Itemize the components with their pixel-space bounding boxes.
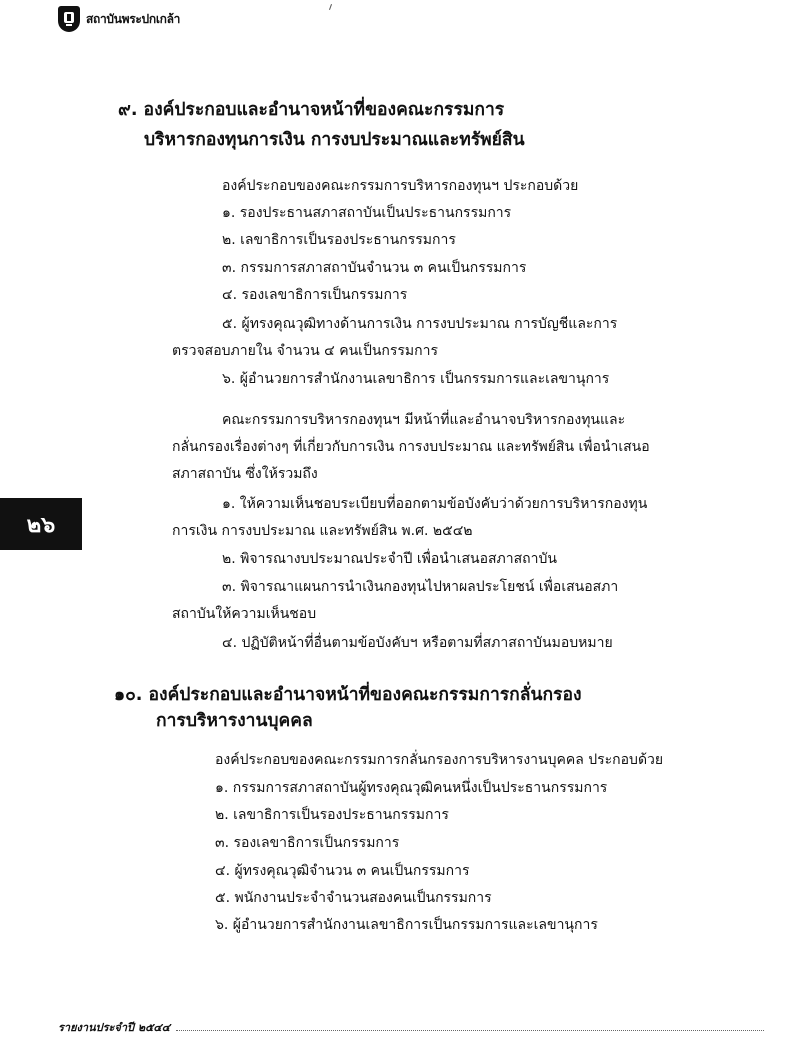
section9-item-5-cont: ตรวจสอบภายใน จำนวน ๔ คนเป็นกรรมการ (172, 343, 439, 359)
section10-item-2: ๒. เลขาธิการเป็นรองประธานกรรมการ (215, 807, 449, 823)
section10-intro: องค์ประกอบของคณะกรรมการกลั่นกรองการบริหารงานบุคคล ประกอบด้วย (215, 752, 664, 768)
section9-duty-3: ๓. พิจารณาแผนการนำเงินกองทุนไปหาผลประโยชน์ เพื่อเสนอสภา (222, 579, 619, 595)
header-logo (58, 6, 180, 32)
section9-item-5: ๕. ผู้ทรงคุณวุฒิทางด้านการเงิน การงบประมาณ การบัญชีและการ (222, 316, 618, 332)
section9-title-line2: บริหารกองทุนการเงิน การงบประมาณและทรัพย์สิน (144, 130, 525, 150)
footer-rule (176, 1030, 764, 1031)
section9-intro: องค์ประกอบของคณะกรรมการบริหารกองทุนฯ ประกอบด้วย (222, 178, 579, 194)
section10-item-1: ๑. กรรมการสภาสถาบันผู้ทรงคุณวุฒิคนหนึ่งเป็นประธานกรรมการ (215, 780, 608, 796)
footer-label: รายงานประจำปี ๒๕๔๔ (58, 1021, 171, 1034)
shield-emblem-icon (58, 6, 80, 32)
section10-title-line1: ๑๐. องค์ประกอบและอำนาจหน้าที่ของคณะกรรมการกลั่นกรอง (114, 685, 582, 705)
section9-duty-3-cont: สถาบันให้ความเห็นชอบ (172, 606, 317, 622)
section10-title-line2: การบริหารงานบุคคล (156, 711, 313, 731)
section10-item-5: ๕. พนักงานประจำจำนวนสองคนเป็นกรรมการ (215, 890, 492, 906)
section9-duty-2: ๒. พิจารณางบประมาณประจำปี เพื่อนำเสนอสภาสถาบัน (222, 551, 557, 567)
section9-item-4: ๔. รองเลขาธิการเป็นกรรมการ (222, 287, 408, 303)
section9-duties-para-cont1: กลั่นกรองเรื่องต่างๆ ที่เกี่ยวกับการเงิน การงบประมาณ และทรัพย์สิน เพื่อนำเสนอ (172, 439, 650, 455)
section9-duties-para-cont2: สภาสถาบัน ซึ่งให้รวมถึง (172, 466, 318, 482)
section9-duties-para: คณะกรรมการบริหารกองทุนฯ มีหน้าที่และอำนาจบริหารกองทุนและ (222, 412, 626, 428)
section10-item-6: ๖. ผู้อำนวยการสำนักงานเลขาธิการเป็นกรรมการและเลขานุการ (215, 917, 598, 933)
section10-item-4: ๔. ผู้ทรงคุณวุฒิจำนวน ๓ คนเป็นกรรมการ (215, 863, 470, 879)
page-number-tab (0, 498, 82, 550)
section9-duty-1: ๑. ให้ความเห็นชอบระเบียบที่ออกตามข้อบังคับว่าด้วยการบริหารกองทุน (222, 496, 648, 512)
org-name: สถาบันพระปกเกล้า (86, 11, 181, 26)
footer (58, 1018, 764, 1038)
section9-item-2: ๒. เลขาธิการเป็นรองประธานกรรมการ (222, 232, 456, 248)
section9-title-line1: ๙. องค์ประกอบและอำนาจหน้าที่ของคณะกรรมการ (118, 100, 505, 120)
section9-item-1: ๑. รองประธานสภาสถาบันเป็นประธานกรรมการ (222, 205, 512, 221)
section9-duty-1-cont: การเงิน การงบประมาณ และทรัพย์สิน พ.ศ. ๒๕๔๒ (172, 523, 473, 539)
section10-item-3: ๓. รองเลขาธิการเป็นกรรมการ (215, 835, 400, 851)
scan-mark (329, 4, 332, 10)
page-number: ๒๖ (26, 512, 56, 538)
section9-item-6: ๖. ผู้อำนวยการสำนักงานเลขาธิการ เป็นกรรมการและเลขานุการ (222, 371, 610, 387)
section9-duty-4: ๔. ปฏิบัติหน้าที่อื่นตามข้อบังคับฯ หรือตามที่สภาสถาบันมอบหมาย (222, 635, 613, 651)
section9-item-3: ๓. กรรมการสภาสถาบันจำนวน ๓ คนเป็นกรรมการ (222, 260, 527, 276)
